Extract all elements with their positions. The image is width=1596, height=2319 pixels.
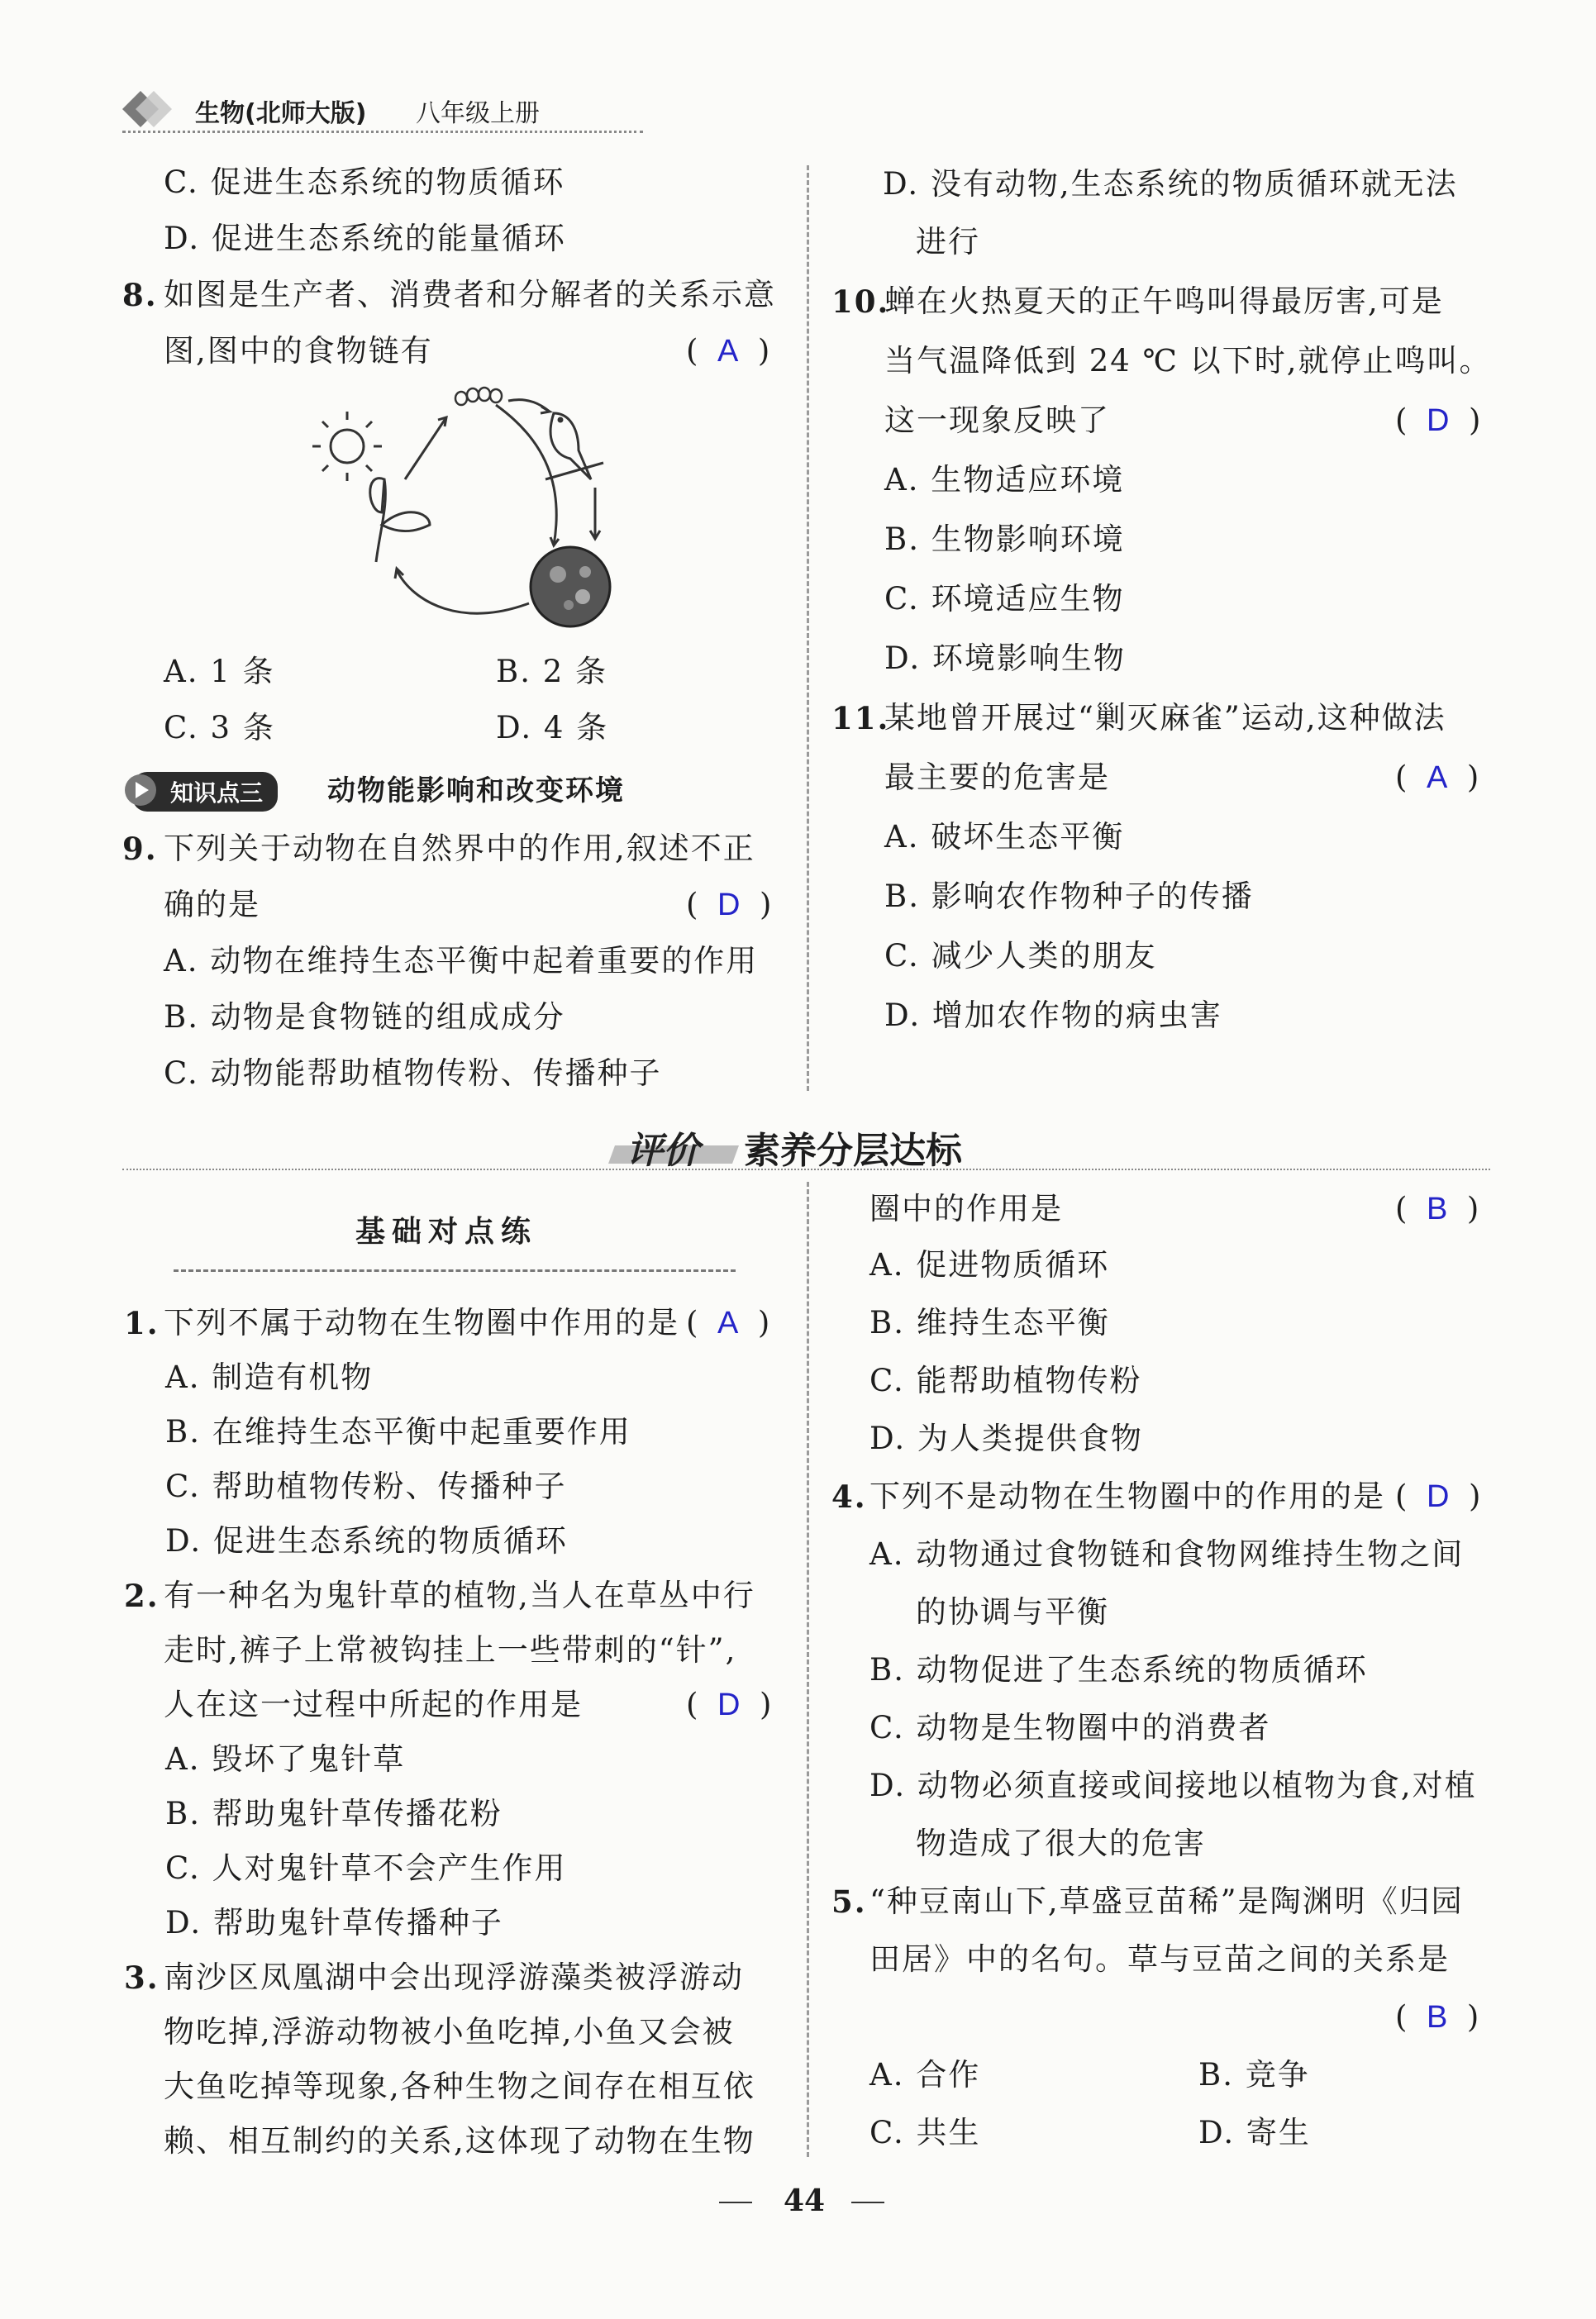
- knowledge-point-badge: [124, 772, 298, 808]
- b-q5-option-d: D. 寄生: [1198, 2115, 1311, 2150]
- b-q4-number: 4.: [831, 1479, 867, 1515]
- diamond-logo-icon: [122, 86, 180, 132]
- bird-icon: [545, 413, 603, 479]
- footer-dash-right: [851, 2202, 884, 2203]
- b-q4-option-d-line1: D. 动物必须直接或间接地以植物为食,对植: [869, 1768, 1477, 1803]
- q8-stem-line2: 图,图中的食物链有: [164, 333, 433, 369]
- b-q4-option-c: C. 动物是生物圈中的消费者: [869, 1710, 1271, 1745]
- q10-stem-line3: 这一现象反映了: [884, 402, 1110, 438]
- q9-answer: ( D ): [686, 887, 772, 922]
- b-q3-stem-line3: 大鱼吃掉等现象,各种生物之间存在相互依: [164, 2069, 755, 2104]
- b-q3-answer: ( B ): [1395, 1191, 1479, 1226]
- b-q3-number: 3.: [124, 1959, 160, 1996]
- b-q5-option-b: B. 竞争: [1198, 2057, 1310, 2093]
- sun-icon: [312, 412, 382, 481]
- b-q5-option-c: C. 共生: [869, 2115, 981, 2150]
- q9-stem-line1: 下列关于动物在自然界中的作用,叙述不正: [164, 831, 755, 866]
- decomposer-icon: [531, 547, 610, 626]
- q7-option-c: C. 促进生态系统的物质循环: [164, 164, 565, 200]
- b-q2-answer: ( D ): [686, 1687, 772, 1722]
- q10-option-b: B. 生物影响环境: [884, 521, 1125, 557]
- b-q5-stem-line2: 田居》中的名句。草与豆苗之间的关系是: [869, 1941, 1450, 1977]
- b-q3-stem-line4: 赖、相互制约的关系,这体现了动物在生物: [164, 2123, 755, 2159]
- section-rule: [122, 1169, 1490, 1170]
- q9-option-d-line2: 进行: [916, 224, 980, 260]
- section-banner: [612, 1116, 1041, 1174]
- q8-number: 8.: [122, 277, 158, 313]
- q9-option-c: C. 动物能帮助植物传粉、传播种子: [164, 1055, 662, 1091]
- b-q5-answer: ( B ): [1395, 1999, 1479, 2035]
- book-title: 生物(北师大版): [195, 99, 367, 128]
- b-q3-option-c: C. 能帮助植物传粉: [869, 1363, 1142, 1398]
- q10-option-c: C. 环境适应生物: [884, 581, 1125, 617]
- caterpillar-icon: [455, 388, 502, 405]
- b-q4-answer: ( D ): [1395, 1479, 1481, 1514]
- q7-option-d: D. 促进生态系统的能量循环: [164, 221, 566, 256]
- b-q1-option-a: A. 制造有机物: [165, 1359, 374, 1395]
- q10-option-a: A. 生物适应环境: [884, 462, 1125, 498]
- q8-option-a: A. 1 条: [164, 654, 275, 689]
- b-q2-option-b: B. 帮助鬼针草传播花粉: [165, 1796, 503, 1831]
- b-q3-stem-cont: 圈中的作用是: [869, 1191, 1063, 1226]
- q8-stem-line1: 如图是生产者、消费者和分解者的关系示意: [164, 277, 776, 312]
- q10-stem-line1: 蝉在火热夏天的正午鸣叫得最厉害,可是: [884, 283, 1444, 319]
- q8-option-d: D. 4 条: [496, 710, 609, 745]
- b-q5-number: 5.: [831, 1883, 867, 1920]
- q11-option-c: C. 减少人类的朋友: [884, 938, 1157, 974]
- b-q2-stem-line1: 有一种名为鬼针草的植物,当人在草丛中行: [164, 1578, 755, 1613]
- b-q4-option-b: B. 动物促进了生态系统的物质循环: [869, 1652, 1368, 1688]
- food-chain-diagram: [306, 380, 661, 628]
- q9-option-b: B. 动物是食物链的组成成分: [164, 999, 565, 1035]
- header-rule: [122, 131, 643, 133]
- b-q1-option-b: B. 在维持生态平衡中起重要作用: [165, 1414, 631, 1450]
- b-q1-option-d: D. 促进生态系统的物质循环: [165, 1523, 568, 1559]
- subsection-rule: [174, 1269, 736, 1272]
- q11-option-d: D. 增加农作物的病虫害: [884, 998, 1222, 1033]
- b-q5-stem-line1: “种豆南山下,草盛豆苗稀”是陶渊明《归园: [869, 1883, 1464, 1919]
- b-q2-stem-line2: 走时,裤子上常被钩挂上一些带刺的“针”,: [164, 1632, 737, 1668]
- q9-option-d-line1: D. 没有动物,生态系统的物质循环就无法: [883, 166, 1458, 202]
- q10-number: 10.: [831, 283, 890, 320]
- header: [122, 83, 643, 132]
- q11-stem-line2: 最主要的危害是: [884, 760, 1110, 795]
- page-footer: [711, 2182, 893, 2223]
- section-title: 素养分层达标: [744, 1130, 962, 1172]
- book-grade: 八年级上册: [416, 99, 540, 128]
- b-q2-option-d: D. 帮助鬼针草传播种子: [165, 1905, 503, 1940]
- b-q4-option-a-line2: 的协调与平衡: [916, 1594, 1109, 1630]
- column-divider-top: [807, 165, 809, 1091]
- b-q4-stem: 下列不是动物在生物圈中的作用的是: [869, 1479, 1385, 1514]
- b-q5-option-a: A. 合作: [869, 2057, 981, 2093]
- b-q2-option-a: A. 毁坏了鬼针草: [165, 1741, 406, 1777]
- b-q1-option-c: C. 帮助植物传粉、传播种子: [165, 1469, 567, 1504]
- q10-option-d: D. 环境影响生物: [884, 640, 1126, 676]
- knowledge-point-label: 知识点三: [132, 772, 278, 812]
- q9-option-a: A. 动物在维持生态平衡中起着重要的作用: [164, 943, 759, 979]
- b-q4-option-a-line1: A. 动物通过食物链和食物网维持生物之间: [869, 1536, 1465, 1572]
- knowledge-point-title: 动物能影响和改变环境: [327, 774, 625, 807]
- q11-stem-line1: 某地曾开展过“剿灭麻雀”运动,这种做法: [884, 700, 1446, 736]
- b-q2-number: 2.: [124, 1578, 160, 1614]
- b-q1-number: 1.: [124, 1305, 160, 1341]
- b-q3-option-a: A. 促进物质循环: [869, 1247, 1110, 1283]
- section-prefix: 评价: [626, 1130, 699, 1172]
- q11-answer: ( A ): [1395, 760, 1479, 795]
- q9-number: 9.: [122, 831, 158, 867]
- footer-dash-left: [719, 2202, 752, 2203]
- b-q2-option-c: C. 人对鬼针草不会产生作用: [165, 1850, 567, 1886]
- b-q2-stem-line3: 人在这一过程中所起的作用是: [164, 1687, 583, 1722]
- column-divider-bottom: [807, 1182, 809, 2157]
- q8-option-b: B. 2 条: [496, 654, 608, 689]
- b-q1-stem: 下列不属于动物在生物圈中作用的是: [164, 1305, 679, 1340]
- q11-option-a: A. 破坏生态平衡: [884, 819, 1125, 855]
- q8-option-c: C. 3 条: [164, 710, 275, 745]
- q9-stem-line2: 确的是: [164, 887, 260, 922]
- b-q3-stem-line1: 南沙区凤凰湖中会出现浮游藻类被浮游动: [164, 1959, 744, 1995]
- b-q3-stem-line2: 物吃掉,浮游动物被小鱼吃掉,小鱼又会被: [164, 2014, 735, 2050]
- b-q4-option-d-line2: 物造成了很大的危害: [916, 1826, 1206, 1861]
- q11-option-b: B. 影响农作物种子的传播: [884, 879, 1254, 914]
- b-q1-answer: ( A ): [686, 1305, 770, 1340]
- play-arrow-icon: [124, 774, 160, 807]
- q8-answer: ( A ): [686, 333, 770, 369]
- q10-answer: ( D ): [1395, 402, 1481, 438]
- b-q3-option-d: D. 为人类提供食物: [869, 1421, 1143, 1456]
- page-number: 44: [784, 2183, 826, 2218]
- q10-stem-line2: 当气温降低到 24 ℃ 以下时,就停止鸣叫。: [884, 343, 1492, 379]
- b-q3-option-b: B. 维持生态平衡: [869, 1305, 1110, 1340]
- plant-icon: [370, 479, 430, 562]
- q11-number: 11.: [831, 700, 890, 736]
- subsection-title: 基础对点练: [355, 1215, 538, 1249]
